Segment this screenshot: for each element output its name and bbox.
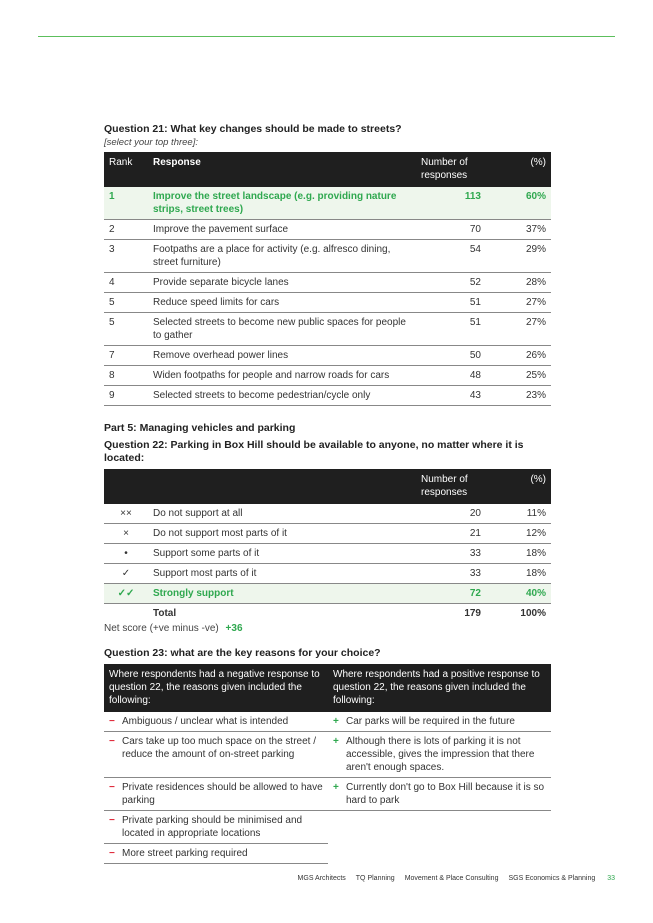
pct-cell: 40% [486,584,551,604]
number-cell: 51 [416,293,486,313]
pct-cell: 25% [486,366,551,386]
q23-title: Question 23: what are the key reasons for your choice? [104,647,381,659]
neg-reason-cell [104,844,328,864]
q21-table [104,152,551,406]
table-row [104,564,551,584]
rank-cell: 8 [104,366,148,386]
table-row [104,366,551,386]
plus-icon: + [333,716,339,727]
response-cell: Footpaths are a place for activity (e.g. alfresco dining, street furniture) [148,240,416,273]
pos-reason-cell [328,732,551,778]
pct-cell: 18% [486,564,551,584]
support-symbol-icon: ✓ [104,564,148,584]
pct-cell: 37% [486,220,551,240]
minus-icon: − [109,848,115,859]
pct-cell: 11% [486,504,551,524]
table-row [104,844,551,864]
response-cell: Remove overhead power lines [148,346,416,366]
response-cell: Support most parts of it [148,564,416,584]
minus-icon: − [109,782,115,793]
neg-reason-text: Private residences should be allowed to have parking [122,782,323,806]
footer [278,875,615,882]
minus-icon: − [109,736,115,747]
minus-icon: − [109,815,115,826]
support-symbol-icon: • [104,544,148,564]
number-cell: 33 [416,544,486,564]
rank-cell: 9 [104,386,148,406]
footer-credit: Movement & Place Consulting [404,875,499,882]
number-cell: 33 [416,564,486,584]
q23-table [104,664,551,864]
question-23 [104,647,551,864]
number-cell: 52 [416,273,486,293]
q22-net-score [104,623,551,634]
pos-reason-text: Car parks will be required in the future [346,716,515,727]
q22-total-pct: 100% [520,608,546,619]
neg-reason-cell [104,732,328,778]
response-cell: Improve the pavement surface [148,220,416,240]
pct-cell: 18% [486,544,551,564]
plus-icon: + [333,736,339,747]
pct-cell: 60% [486,187,551,220]
number-cell: 51 [416,313,486,346]
neg-reason-text: Private parking should be minimised and located in appropriate locations [122,815,303,839]
response-cell: Do not support at all [148,504,416,524]
support-symbol-icon: ✓✓ [104,584,148,604]
number-cell: 54 [416,240,486,273]
neg-reason-text: Ambiguous / unclear what is intended [122,716,289,727]
table-row [104,712,551,732]
rank-cell: 2 [104,220,148,240]
pos-reason-text: Currently don't go to Box Hill because it is so hard to park [346,782,545,806]
number-cell: 21 [416,524,486,544]
q22-total-row [104,604,551,624]
table-row [104,273,551,293]
q23-pos-header: Where respondents had a positive response to question 22, the reasons given included the following: [328,664,551,712]
table-row [104,313,551,346]
number-cell: 43 [416,386,486,406]
response-cell: Strongly support [148,584,416,604]
minus-icon: − [109,716,115,727]
pos-reason-cell [328,811,551,844]
number-cell: 70 [416,220,486,240]
q22-title: Question 22: Parking in Box Hill should be available to anyone, no matter where it is located: [104,439,524,464]
part5-title: Part 5: Managing vehicles and parking [104,422,296,434]
response-cell: Reduce speed limits for cars [148,293,416,313]
footer-credit: SGS Economics & Planning [508,875,596,882]
rank-cell: 3 [104,240,148,273]
pct-cell: 12% [486,524,551,544]
pos-reason-cell [328,712,551,732]
table-row [104,732,551,778]
q23-neg-header: Where respondents had a negative response to question 22, the reasons given included the following: [104,664,328,712]
q21-header-response: Response [148,152,416,187]
q21-title: Question 21: What key changes should be made to streets? [104,123,402,135]
rank-cell: 7 [104,346,148,366]
q22-table [104,469,551,623]
rank-cell: 5 [104,313,148,346]
pct-cell: 26% [486,346,551,366]
footer-credit: MGS Architects [297,875,346,882]
table-row [104,240,551,273]
number-cell: 20 [416,504,486,524]
neg-reason-cell [104,712,328,732]
rank-cell: 1 [104,187,148,220]
table-row [104,584,551,604]
number-cell: 72 [416,584,486,604]
table-row [104,220,551,240]
pos-reason-text: Although there is lots of parking it is not accessible, gives the impression that there aren't enough spaces. [346,736,535,773]
response-cell: Selected streets to become new public spaces for people to gather [148,313,416,346]
support-symbol-icon: × [104,524,148,544]
neg-reason-text: Cars take up too much space on the street / reduce the amount of on-street parking [122,736,316,760]
q22-net-value: +36 [225,623,243,634]
q21-header-pct: (%) [486,152,551,187]
pct-cell: 28% [486,273,551,293]
q22-net-label: Net score (+ve minus -ve) [104,623,219,634]
pct-cell: 27% [486,313,551,346]
q22-header-pct: (%) [486,469,551,504]
response-cell: Support some parts of it [148,544,416,564]
pct-cell: 23% [486,386,551,406]
q22-total-number: 179 [464,608,481,619]
footer-credit: TQ Planning [355,875,395,882]
table-row [104,778,551,811]
top-rule [38,36,615,37]
pos-reason-cell [328,844,551,864]
table-row [104,811,551,844]
table-row [104,346,551,366]
pct-cell: 27% [486,293,551,313]
neg-reason-cell [104,778,328,811]
table-row [104,504,551,524]
rank-cell: 4 [104,273,148,293]
q21-header-number: Number of responses [416,152,486,187]
response-cell: Improve the street landscape (e.g. providing nature strips, street trees) [148,187,416,220]
q21-subtitle: [select your top three]: [104,137,198,148]
response-cell: Do not support most parts of it [148,524,416,544]
pos-reason-cell [328,778,551,811]
table-row [104,386,551,406]
table-row [104,524,551,544]
number-cell: 50 [416,346,486,366]
page-number: 33 [607,875,615,882]
neg-reason-text: More street parking required [122,848,248,859]
pct-cell: 29% [486,240,551,273]
table-row [104,544,551,564]
response-cell: Widen footpaths for people and narrow roads for cars [148,366,416,386]
q21-header-rank: Rank [104,152,148,187]
response-cell: Provide separate bicycle lanes [148,273,416,293]
rank-cell: 5 [104,293,148,313]
q22-total-label: Total [153,608,177,619]
table-row [104,293,551,313]
question-22 [104,422,551,634]
question-21 [104,123,551,406]
number-cell: 48 [416,366,486,386]
neg-reason-cell [104,811,328,844]
support-symbol-icon: ×× [104,504,148,524]
number-cell: 113 [416,187,486,220]
response-cell: Selected streets to become pedestrian/cycle only [148,386,416,406]
table-row [104,187,551,220]
q22-header-number: Number of responses [416,469,486,504]
plus-icon: + [333,782,339,793]
